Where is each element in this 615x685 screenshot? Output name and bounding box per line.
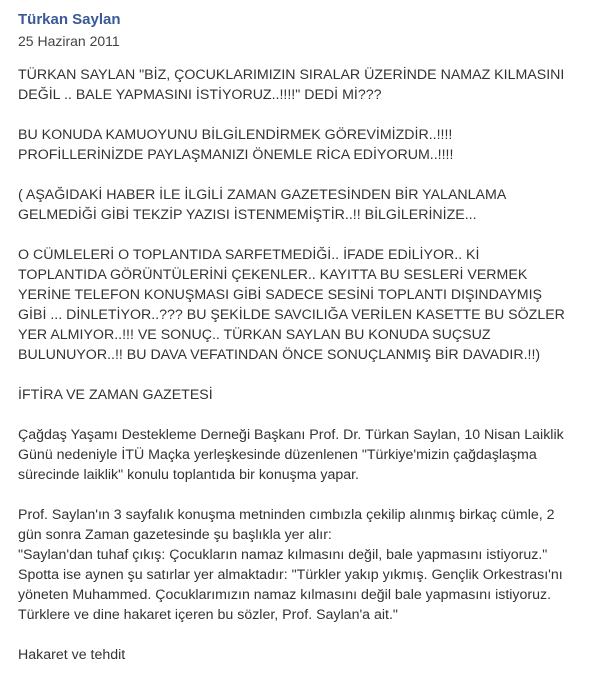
- note-date: 25 Haziran 2011: [18, 33, 120, 49]
- paragraph-quote: Prof. Saylan'ın 3 sayfalık konuşma metninden cımbızla çekilip alınmış birkaç cümle, 2 gün sonra Zaman gazetesinde şu başlıkla yer alır: "Saylan'dan tuhaf çıkış: Çocukların namaz kılmasını değil, bale yapmasını istiyoruz." Spotta ise aynen şu satırlar yer almaktadır: "Türkler yakıp yıkmış. Gençlik Orkestrası'nı yöneten Muhammed. Çocuklarımızın namaz kılmasını değil bale yapmasını istiyoruz. Türklere ve dine hakaret içeren bu sözler, Prof. Saylan'a ait.": [18, 507, 563, 623]
- paragraph-explanation: O CÜMLELERİ O TOPLANTIDA SARFETMEDİĞİ.. İFADE EDİLİYOR.. Kİ TOPLANTIDA GÖRÜNTÜLERİNİ ÇEKENLER.. KAYITTA BU SESLERİ VERMEK YERİNE TELEFON KONUŞMASI GİBİ SADECE SESİNİ TOPLANTI DIŞINDAYMIŞ GİBİ ... DİNLETİYOR..??? BU ŞEKİLDE SAVCILIĞA VERİLEN KASETTE BU SÖZLER YER ALMIYOR..!!! VE SONUÇ.. TÜRKAN SAYLAN BU KONUDA SUÇSUZ BULUNUYOR..!! BU DAVA VEFATINDAN ÖNCE SONUÇLANMIŞ BİR DAVADIR.!!): [18, 247, 565, 363]
- section-heading-threat: Hakaret ve tehdit: [18, 647, 126, 663]
- author-name-link[interactable]: Türkan Saylan: [18, 11, 121, 28]
- paragraph-headline: TÜRKAN SAYLAN "BİZ, ÇOCUKLARIMIZIN SIRALAR ÜZERİNDE NAMAZ KILMASINI DEĞİL .. BALE YAPMASINI İSTİYORUZ..!!!!" DEDİ Mİ???: [18, 67, 565, 103]
- paragraph-event: Çağdaş Yaşamı Destekleme Derneği Başkanı Prof. Dr. Türkan Saylan, 10 Nisan Laiklik Günü nedeniyle İTÜ Maçka yerleşkesinde düzenlenen "Türkiye'mizin çağdaşlaşma sürecinde laiklik" konulu toplantıda bir konuşma yapar.: [18, 427, 564, 483]
- section-heading: İFTİRA VE ZAMAN GAZETESİ: [18, 387, 213, 403]
- paragraph-disclaimer: ( AŞAĞIDAKİ HABER İLE İLGİLİ ZAMAN GAZETESİNDEN BİR YALANLAMA GELMEDİĞİ GİBİ TEKZİP YAZISI İSTENMEMİŞTİR..!! BİLGİLERİNİZE...: [18, 187, 507, 223]
- note-container: [18, 10, 613, 685]
- paragraph-appeal: BU KONUDA KAMUOYUNU BİLGİLENDİRMEK GÖREVİMİZDİR..!!!! PROFİLLERİNİZDE PAYLAŞMANIZI ÖNEMLE RİCA EDİYORUM..!!!!: [18, 127, 454, 163]
- note-body: [18, 65, 613, 665]
